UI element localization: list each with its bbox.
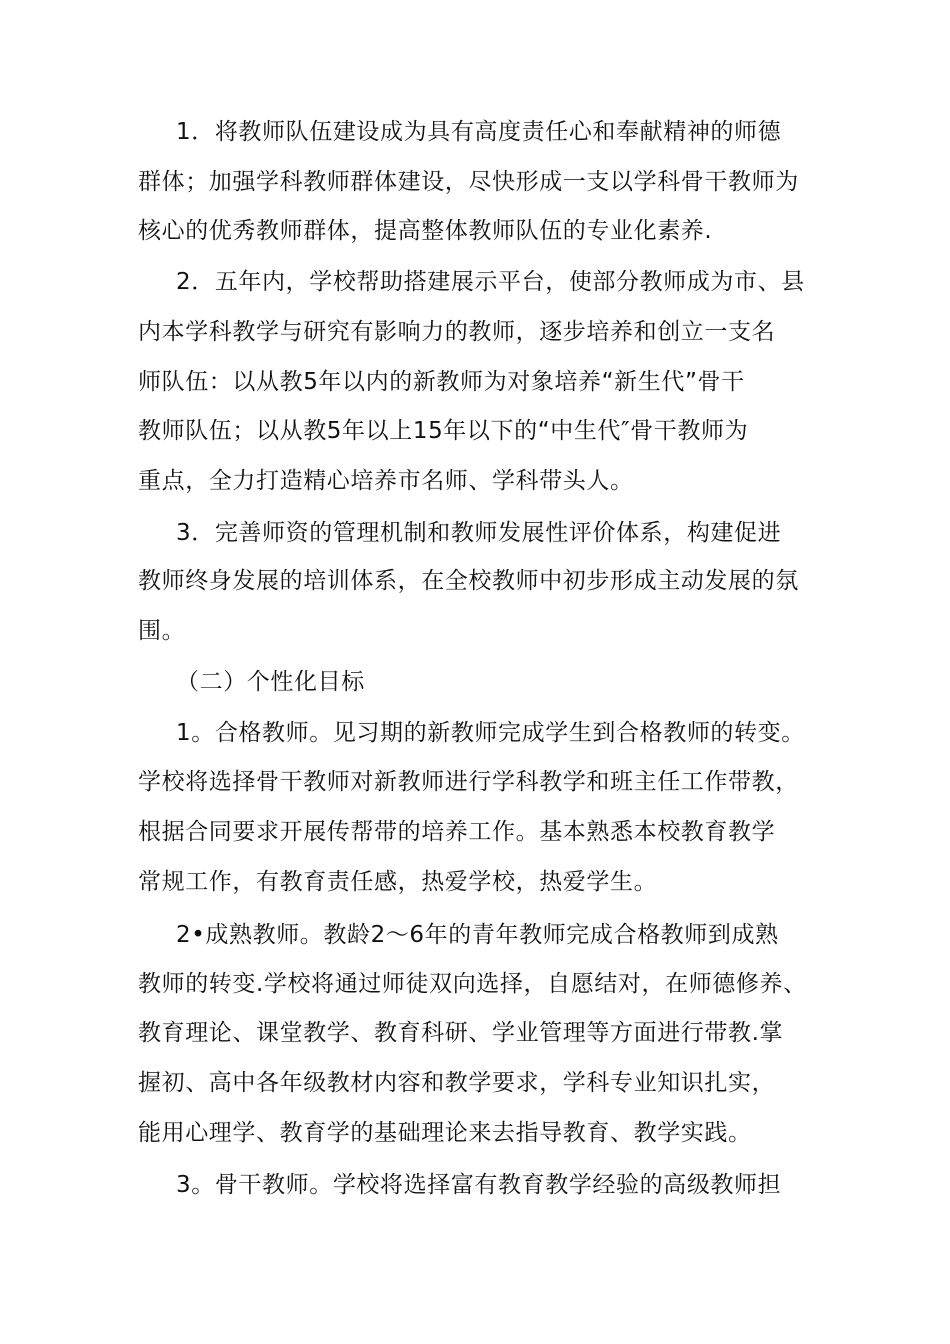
text-line: 教师的转变.学校将通过师徒双向选择，自愿结对，在师德修养、 [138, 971, 807, 997]
text-line: 教师队伍；以从教5年以上15年以下的“中生代″骨干教师为 [138, 418, 749, 444]
text-line: 学校将选择骨干教师对新教师进行学科教学和班主任工作带教， [138, 769, 799, 795]
text-line: 围。 [138, 618, 186, 644]
text-line: 1．将教师队伍建设成为具有高度责任心和奉献精神的师德 [176, 119, 782, 145]
section-heading: （二）个性化目标 [176, 669, 365, 695]
text-line: 握初、高中各年级教材内容和教学要求，学科专业知识扎实， [138, 1070, 776, 1096]
text-line: 教师终身发展的培训体系，在全校教师中初步形成主动发展的氛 [138, 568, 799, 594]
text-line: 重点，全力打造精心培养市名师、学科带头人。 [138, 468, 634, 494]
text-line: 群体；加强学科教师群体建设，尽快形成一支以学科骨干教师为 [138, 169, 799, 195]
text-line: 3。骨干教师。学校将选择富有教育教学经验的高级教师担 [176, 1172, 782, 1198]
text-line: 1。合格教师。见习期的新教师完成学生到合格教师的转变。 [176, 720, 805, 746]
text-line: 2．五年内，学校帮助搭建展示平台，使部分教师成为市、县 [176, 269, 805, 295]
text-line: 能用心理学、教育学的基础理论来去指导教育、教学实践。 [138, 1120, 752, 1146]
text-line: 师队伍：以从教5年以内的新教师为对象培养“新生代”骨干 [138, 369, 745, 395]
text-line: 根据合同要求开展传帮带的培养工作。基本熟悉本校教育教学 [138, 819, 776, 845]
text-line: 核心的优秀教师群体，提高整体教师队伍的专业化素养. [138, 218, 713, 244]
text-line: 3．完善师资的管理机制和教师发展性评价体系，构建促进 [176, 520, 782, 546]
text-line: 常规工作，有教育责任感，热爱学校，热爱学生。 [138, 869, 658, 895]
text-line: 内本学科教学与研究有影响力的教师，逐步培养和创立一支名 [138, 319, 776, 345]
text-line: 教育理论、课堂教学、教育科研、学业管理等方面进行带教.掌 [138, 1020, 784, 1046]
text-line: 2•成熟教师。教龄2〜6年的青年教师完成合格教师到成熟 [176, 922, 779, 948]
